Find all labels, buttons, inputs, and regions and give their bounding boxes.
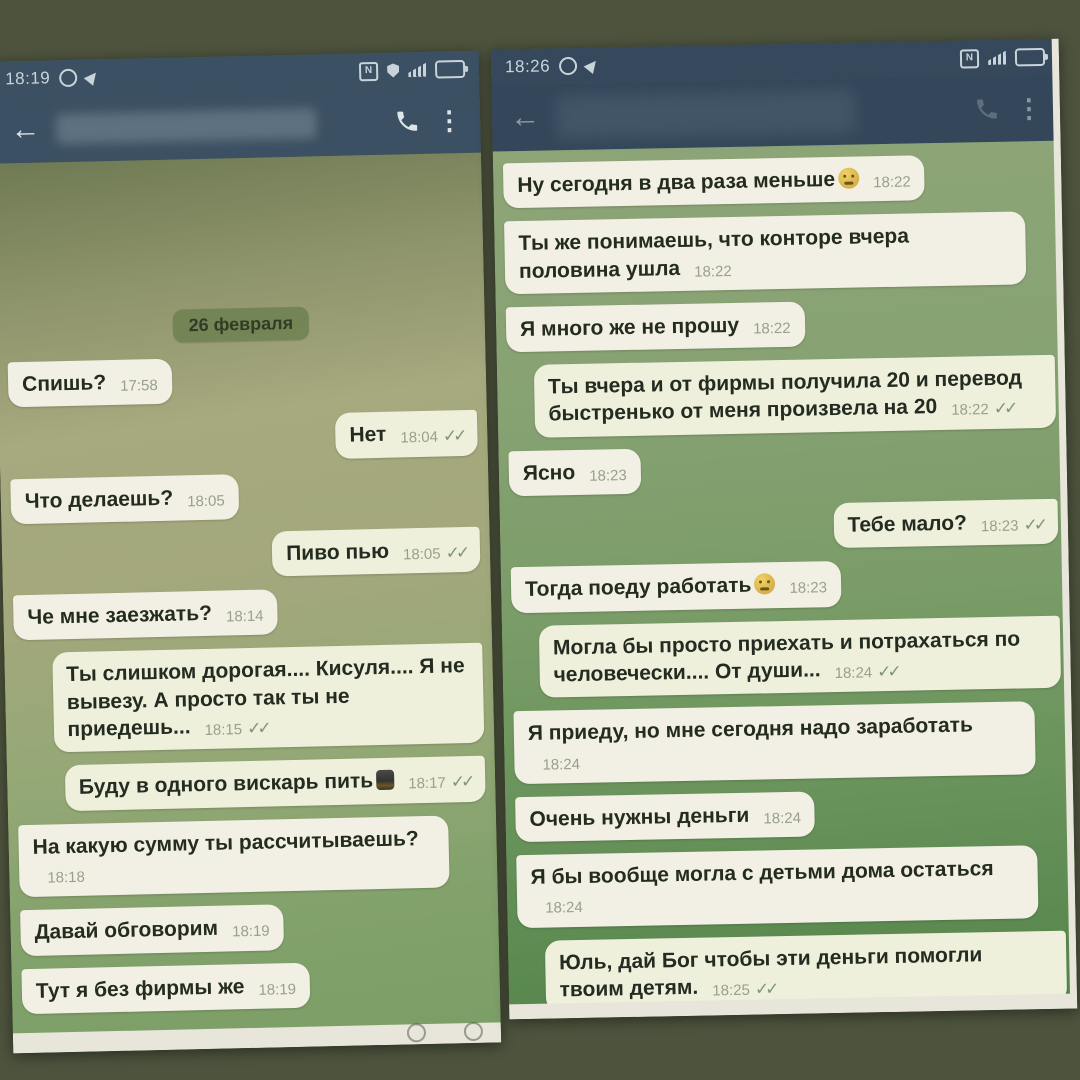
received-message-bubble[interactable] — [21, 962, 310, 1014]
message-timestamp: 18:23 — [589, 466, 627, 485]
sent-message-bubble[interactable] — [52, 643, 485, 753]
message-timestamp: 18:18 — [47, 868, 86, 887]
message-text: Я бы вообще могла с детьми дома остаться — [530, 857, 994, 890]
signal-icon — [988, 51, 1006, 65]
grimacing-face-emoji — [838, 167, 859, 188]
message-text: Ну сегодня в два раза меньше — [517, 167, 836, 198]
message-text: Нет — [349, 423, 387, 447]
double-check-icon: ✓✓ — [246, 718, 268, 739]
right-chat-header — [491, 75, 1060, 152]
left-screenshot — [0, 51, 501, 1054]
status-time: 18:19 — [4, 68, 51, 89]
sent-message-bubble[interactable] — [272, 527, 481, 577]
double-check-icon: ✓✓ — [993, 399, 1015, 419]
sent-message-bubble[interactable] — [335, 410, 478, 459]
message-text: На какую сумму ты рассчитываешь? — [32, 826, 419, 859]
message-timestamp: 17:58 — [120, 376, 158, 395]
message-timestamp: 18:24 — [542, 755, 581, 774]
message-timestamp: 18:24 ✓✓ — [834, 661, 898, 683]
message-timestamp: 18:22 — [873, 173, 911, 192]
message-timestamp: 18:05 ✓✓ — [402, 542, 467, 564]
received-message-bubble[interactable] — [20, 905, 284, 956]
message-text: Пиво пью — [285, 539, 390, 565]
contact-name-redacted[interactable] — [56, 108, 317, 144]
message-timestamp: 18:24 — [763, 809, 802, 828]
battery-icon — [1015, 48, 1045, 67]
message-timestamp: 18:15 ✓✓ — [204, 718, 268, 740]
mute-icon — [584, 57, 601, 74]
message-timestamp: 18:19 — [231, 922, 270, 941]
message-text: Че мне заезжать? — [27, 601, 213, 630]
received-message-bubble[interactable] — [503, 155, 925, 208]
message-timestamp: 18:22 ✓✓ — [951, 399, 1015, 420]
received-message-bubble[interactable] — [10, 474, 239, 524]
double-check-icon: ✓✓ — [442, 426, 464, 446]
message-timestamp: 18:24 — [545, 899, 583, 918]
double-check-icon: ✓✓ — [754, 979, 776, 999]
message-text: Ты же понимаешь, что конторе вчера половина ушла — [518, 224, 910, 283]
message-text: Я приеду, но мне сегодня надо заработать — [527, 713, 974, 746]
message-timestamp: 18:22 — [752, 319, 791, 338]
menu-icon[interactable]: ⋮ — [1015, 92, 1043, 124]
message-text: Спишь? — [21, 371, 107, 397]
back-arrow-icon[interactable]: ← — [9, 112, 41, 147]
contact-name-redacted[interactable] — [556, 90, 857, 140]
message-text: Юль, дай Бог чтобы эти деньги помогли твоим детям. — [558, 943, 983, 1002]
status-time: 18:26 — [504, 56, 551, 77]
sent-message-bubble[interactable] — [64, 756, 485, 811]
shield-icon — [387, 63, 399, 77]
double-check-icon: ✓✓ — [1023, 515, 1045, 535]
message-timestamp: 18:04 ✓✓ — [400, 426, 464, 447]
message-timestamp: 18:22 — [693, 262, 732, 281]
back-arrow-icon[interactable]: ← — [509, 100, 541, 135]
battery-icon — [435, 60, 465, 79]
pensive-face-emoji — [754, 574, 775, 595]
message-timestamp: 18:17 ✓✓ — [408, 772, 472, 793]
menu-icon[interactable]: ⋮ — [435, 104, 463, 136]
whatsapp-icon — [559, 57, 577, 75]
message-timestamp: 18:23 ✓✓ — [980, 515, 1045, 536]
double-check-icon: ✓✓ — [445, 542, 467, 563]
sent-message-bubble[interactable] — [833, 499, 1058, 549]
call-icon[interactable] — [974, 96, 1000, 122]
tumbler-glass-emoji — [376, 770, 394, 790]
message-timestamp: 18:23 — [789, 579, 828, 598]
mute-icon — [84, 69, 101, 86]
whatsapp-icon — [59, 69, 77, 87]
message-text: Ты вчера и от фирмы получила 20 и перевод быстренько от меня произвела на 20 — [547, 366, 1023, 426]
right-chat-area — [493, 141, 1078, 1020]
sent-message-bubble[interactable] — [539, 615, 1061, 698]
message-text: Очень нужны деньги — [529, 803, 750, 831]
received-message-bubble[interactable] — [18, 815, 450, 897]
double-check-icon: ✓✓ — [876, 661, 898, 682]
right-screenshot — [491, 39, 1078, 1020]
message-timestamp: 18:14 — [225, 607, 264, 626]
received-message-bubble[interactable] — [504, 212, 1026, 295]
message-text: Что делаешь? — [24, 486, 174, 513]
message-text: Тут я без фирмы же — [35, 974, 245, 1003]
received-message-bubble[interactable] — [506, 301, 805, 352]
message-text: Давай обговорим — [34, 916, 219, 945]
nfc-icon: N — [359, 61, 378, 80]
received-message-bubble[interactable] — [8, 359, 173, 408]
left-chat-header — [0, 87, 481, 164]
signal-icon — [408, 63, 426, 77]
date-chip: 26 февраля — [172, 307, 309, 343]
message-text: Тогда поеду работать — [524, 574, 752, 602]
double-check-icon: ✓✓ — [450, 772, 472, 792]
received-message-bubble[interactable] — [13, 589, 278, 640]
message-text: Я много же не прошу — [519, 313, 740, 341]
received-message-bubble[interactable] — [511, 561, 842, 613]
message-text: Тебе мало? — [847, 511, 968, 537]
sent-message-bubble[interactable] — [534, 355, 1056, 438]
call-icon[interactable] — [394, 108, 421, 135]
received-message-bubble[interactable] — [516, 845, 1038, 928]
message-timestamp: 18:25 ✓✓ — [712, 979, 776, 1000]
message-text: Могла бы просто приехать и потрахаться по человечески.... От души... — [552, 627, 1021, 687]
received-message-bubble[interactable] — [513, 701, 1035, 784]
left-chat-area — [0, 153, 501, 1054]
message-text: Буду в одного вискарь пить — [78, 769, 374, 800]
received-message-bubble[interactable] — [508, 449, 641, 497]
message-timestamp: 18:05 — [187, 492, 225, 510]
message-text: Ты слишком дорогая.... Кисуля.... Я не вывезу. А просто так ты не приедешь... — [66, 654, 465, 742]
message-timestamp: 18:19 — [258, 980, 297, 999]
received-message-bubble[interactable] — [515, 791, 815, 842]
message-text: Ясно — [522, 460, 576, 485]
nfc-icon: N — [960, 49, 979, 68]
